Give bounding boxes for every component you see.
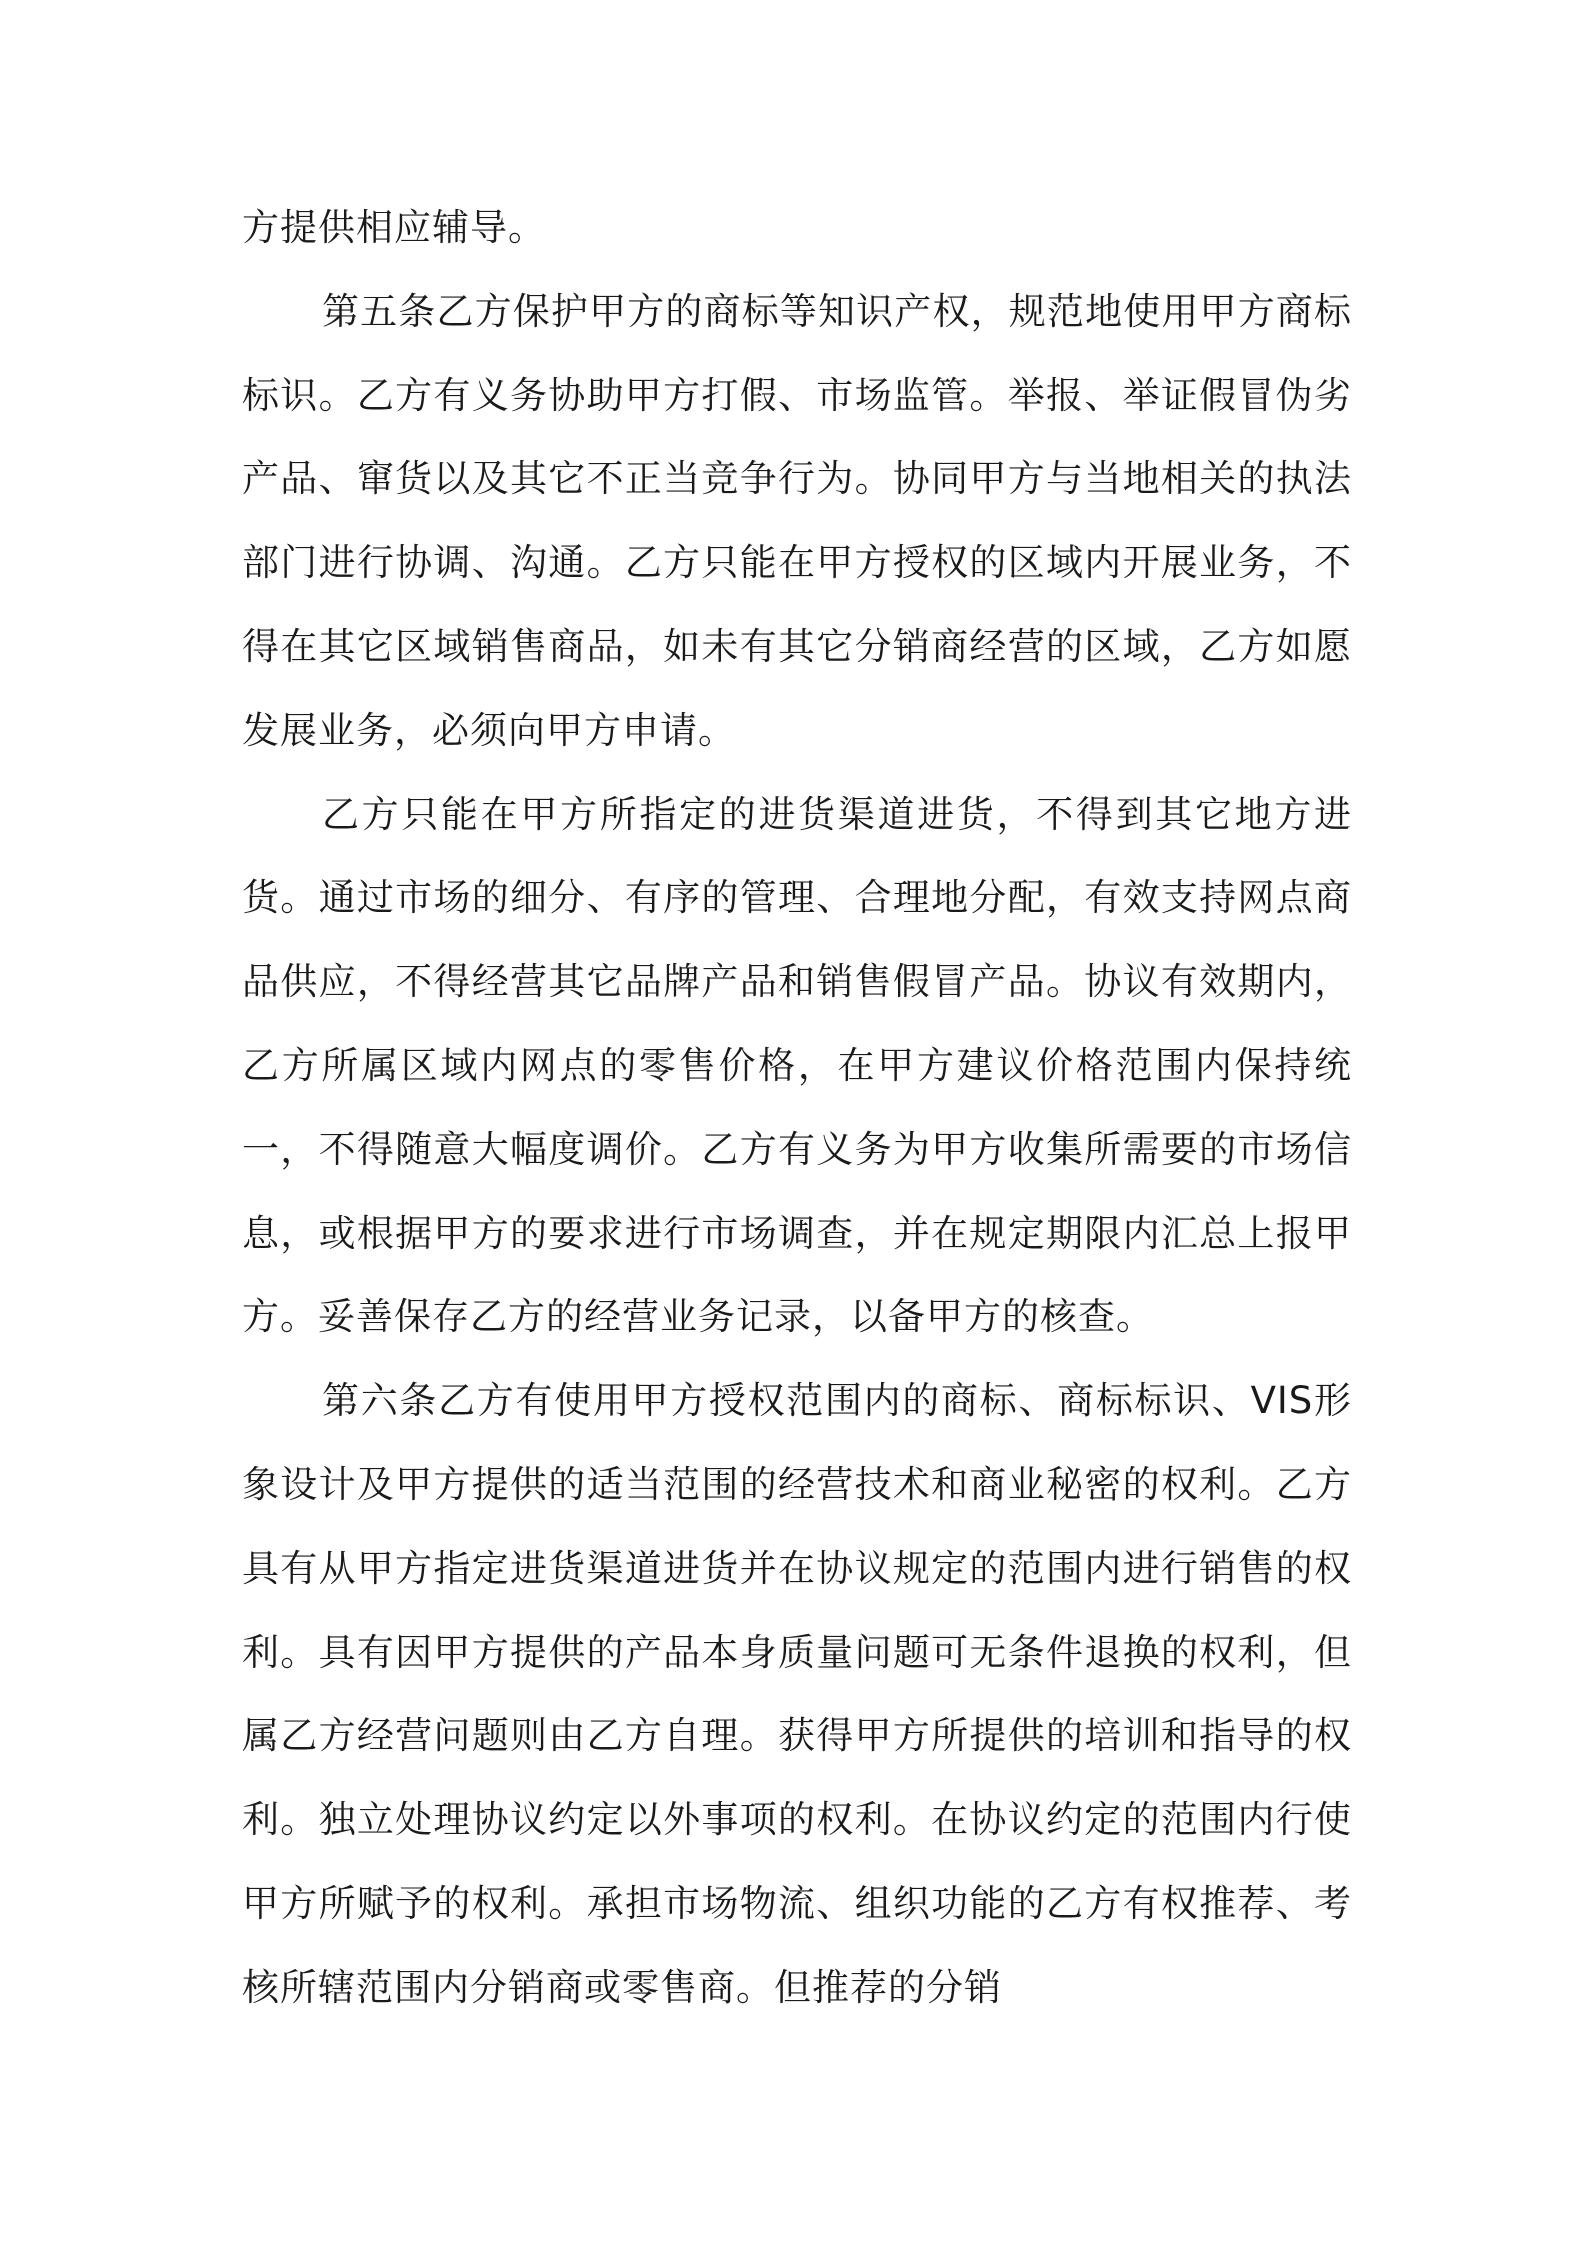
paragraph-article-5: 第五条乙方保护甲方的商标等知识产权，规范地使用甲方商标标识。乙方有义务协助甲方打假、市场监管。举报、举证假冒伪劣产品、窜货以及其它不正当竞争行为。协同甲方与当地相关的执法部门进行协调、沟通。乙方只能在甲方授权的区域内开展业务，不得在其它区域销售商品，如未有其它分销商经营的区域，乙方如愿发展业务，必须向甲方申请。 — [242, 289, 1352, 752]
paragraph-purchase-channel: 乙方只能在甲方所指定的进货渠道进货，不得到其它地方进货。通过市场的细分、有序的管理、合理地分配，有效支持网点商品供应，不得经营其它品牌产品和销售假冒产品。协议有效期内，乙方所属区域内网点的零售价格，在甲方建议价格范围内保持统一，不得随意大幅度调价。乙方有义务为甲方收集所需要的市场信息，或根据甲方的要求进行市场调查，并在规定期限内汇总上报甲方。妥善保存乙方的经营业务记录，以备甲方的核查。 — [242, 792, 1352, 1339]
paragraph-continuation: 方提供相应辅导。 — [242, 206, 546, 249]
paragraph-article-6: 第六条乙方有使用甲方授权范围内的商标、商标标识、VIS形象设计及甲方提供的适当范围的经营技术和商业秘密的权利。乙方具有从甲方指定进货渠道进货并在协议规定的范围内进行销售的权利。具有因甲方提供的产品本身质量问题可无条件退换的权利，但属乙方经营问题则由乙方自理。获得甲方所提供的培训和指导的权利。独立处理协议约定以外事项的权利。在协议约定的范围内行使甲方所赋予的权利。承担市场物流、组织功能的乙方有权推荐、考核所辖范围内分销商或零售商。但推荐的分销 — [242, 1379, 1352, 2009]
document-body — [242, 186, 1352, 2030]
